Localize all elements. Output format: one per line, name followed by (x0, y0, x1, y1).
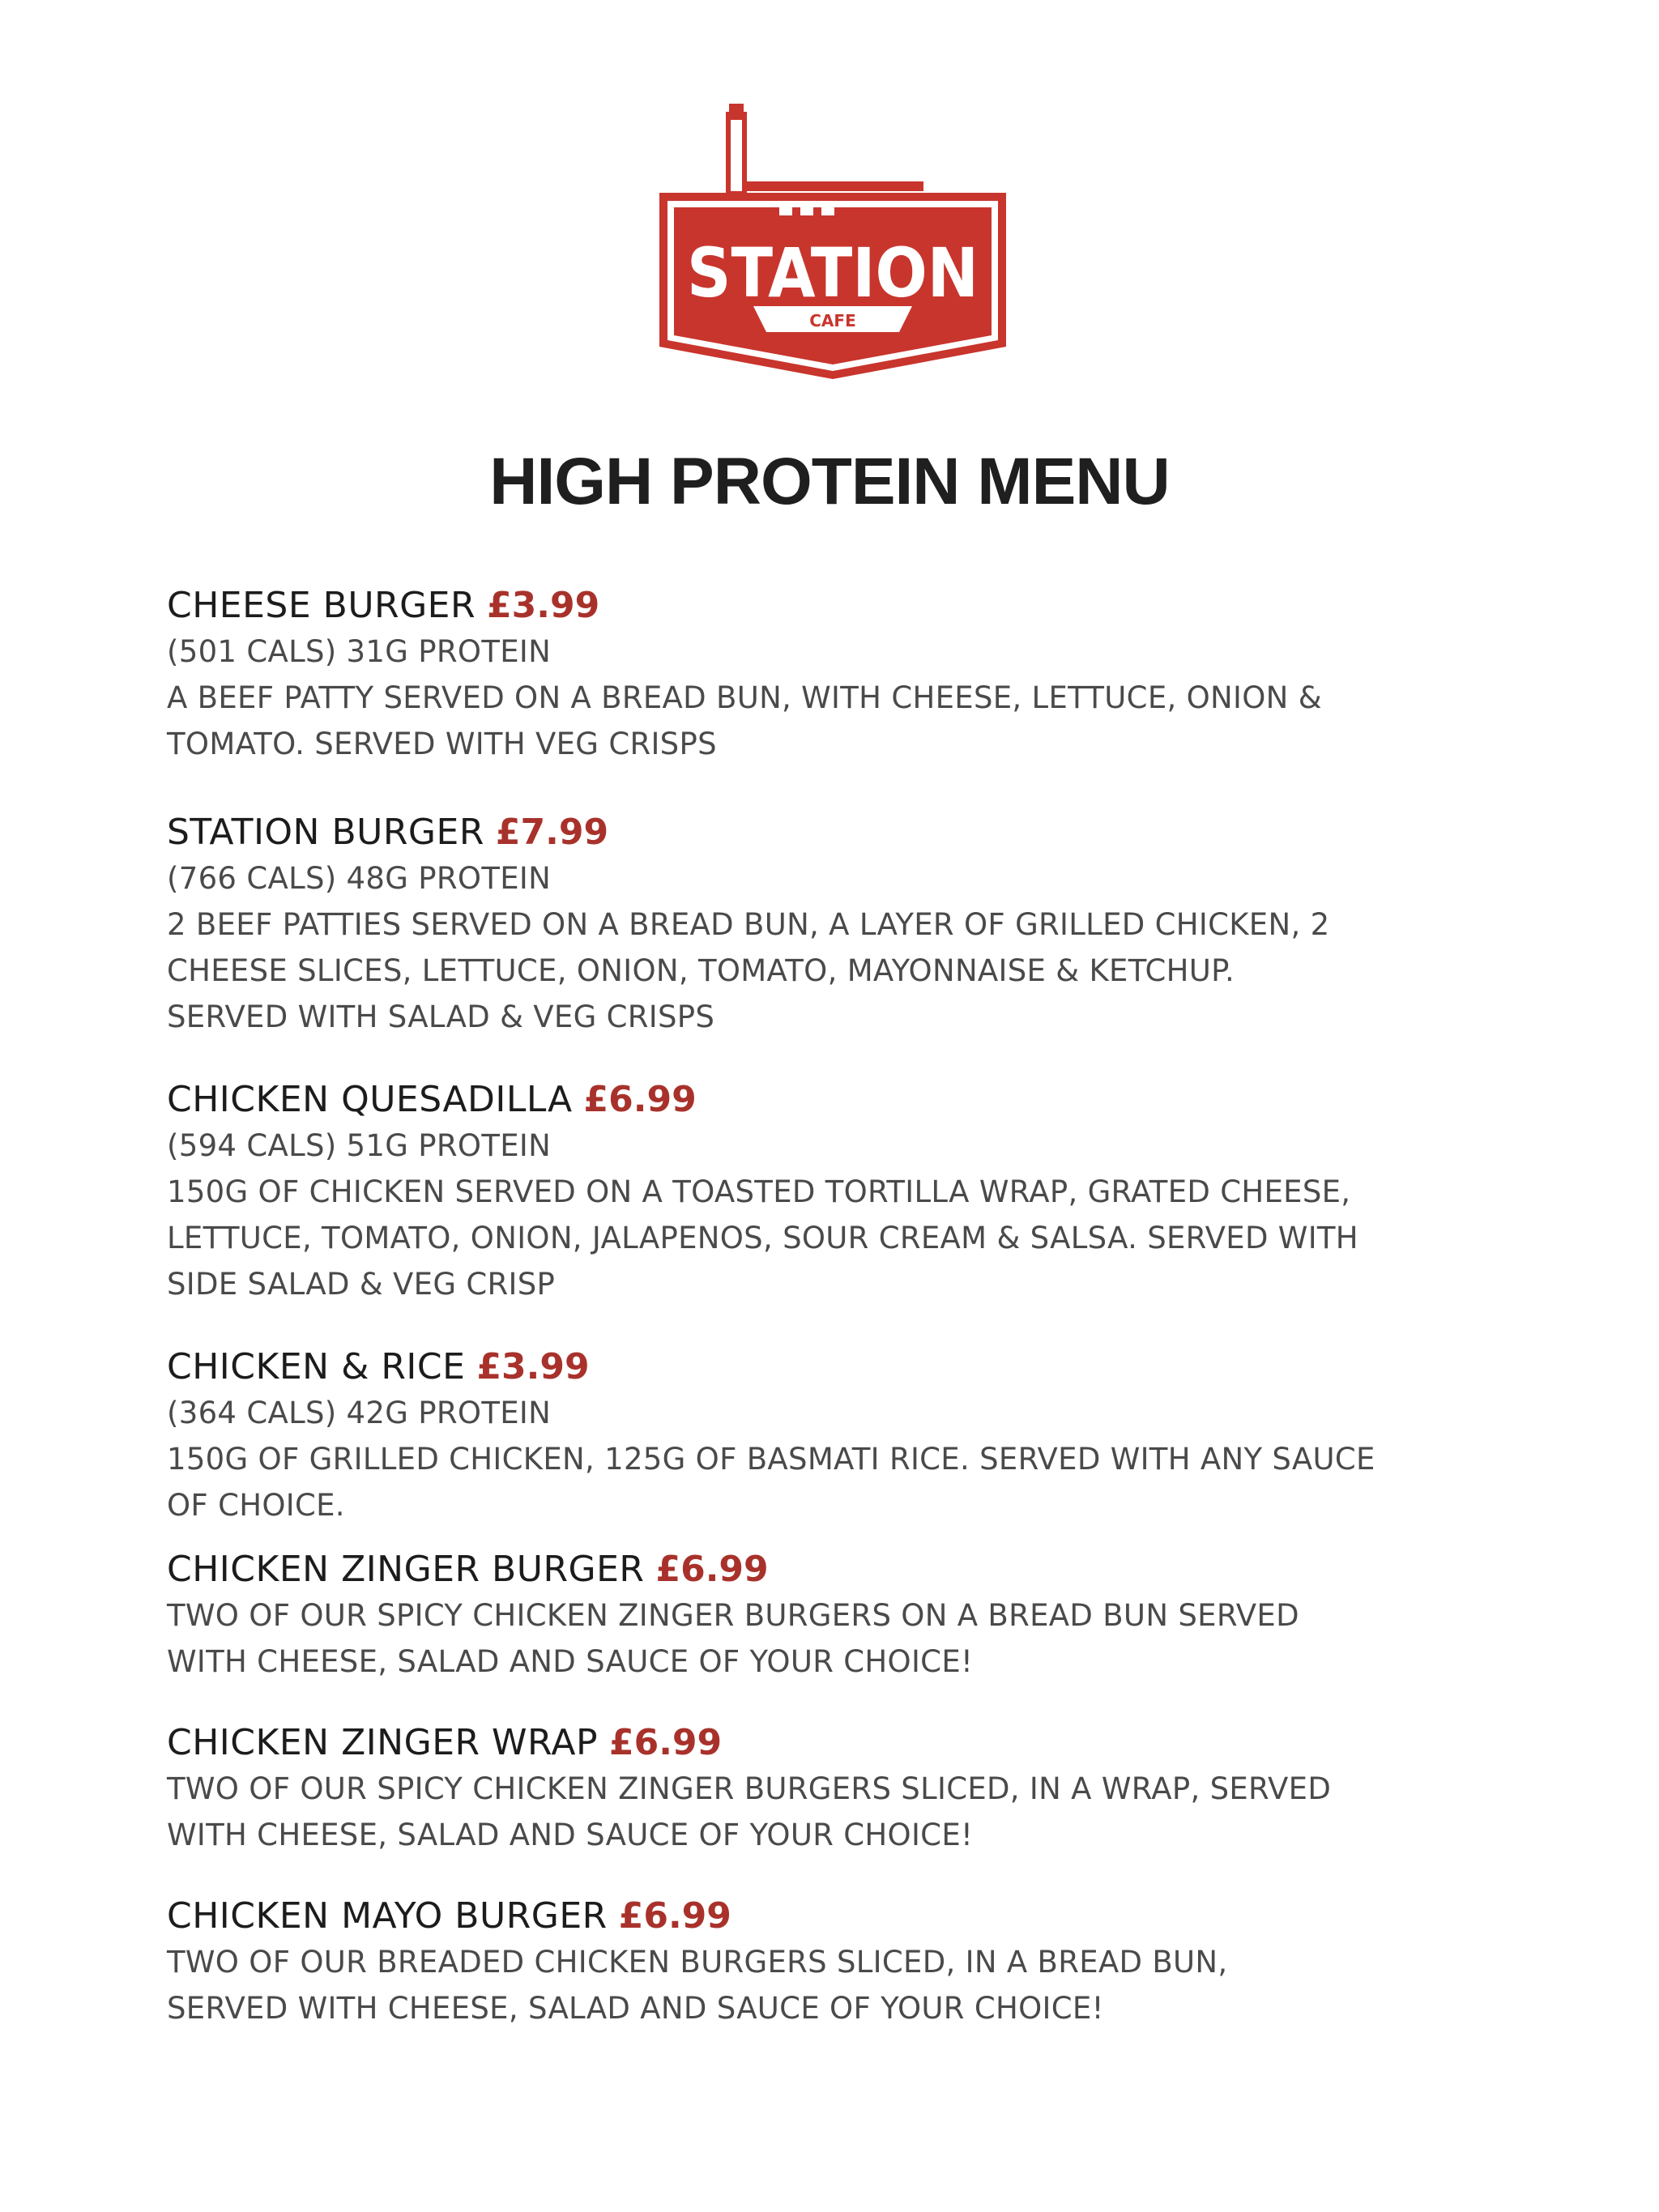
item-description-line: TWO OF OUR SPICY CHICKEN ZINGER BURGERS SLICED, IN A WRAP, SERVED (167, 1771, 1332, 1806)
item-price: £6.99 (655, 1549, 769, 1590)
item-price: £6.99 (608, 1722, 723, 1763)
item-description-line: A BEEF PATTY SERVED ON A BREAD BUN, WITH CHEESE, LETTUCE, ONION & (167, 680, 1322, 715)
menu-item (167, 1547, 1528, 1685)
page-title: HIGH PROTEIN MENU (489, 445, 1170, 518)
item-name: CHICKEN & RICE (167, 1346, 466, 1387)
logo-subtext: CAFE (809, 311, 856, 330)
menu-item (167, 1345, 1528, 1528)
item-description-line: LETTUCE, TOMATO, ONION, JALAPENOS, SOUR CREAM & SALSA. SERVED WITH (167, 1221, 1358, 1255)
menu-item (167, 1894, 1528, 2031)
item-price: £6.99 (618, 1895, 731, 1937)
logo-wordmark: STATION (687, 233, 979, 313)
item-name: CHEESE BURGER (167, 585, 476, 626)
item-name: CHICKEN ZINGER WRAP (167, 1722, 598, 1763)
item-description-line: 150G OF GRILLED CHICKEN, 125G OF BASMATI RICE. SERVED WITH ANY SAUCE (167, 1442, 1375, 1477)
menu-item (167, 1077, 1528, 1307)
item-name: CHICKEN MAYO BURGER (167, 1895, 608, 1937)
item-nutrition: (766 CALS) 48G PROTEIN (167, 861, 552, 896)
item-price: £3.99 (487, 585, 600, 626)
item-description-line: WITH CHEESE, SALAD AND SAUCE OF YOUR CHOICE! (167, 1818, 974, 1852)
item-description-line: TWO OF OUR SPICY CHICKEN ZINGER BURGERS ON A BREAD BUN SERVED (167, 1598, 1299, 1633)
menu-item (167, 810, 1528, 1040)
item-description-line: SIDE SALAD & VEG CRISP (167, 1267, 556, 1302)
menu-item (167, 583, 1528, 767)
item-description-line: SERVED WITH SALAD & VEG CRISPS (167, 999, 715, 1034)
item-description-line: 2 BEEF PATTIES SERVED ON A BREAD BUN, A LAYER OF GRILLED CHICKEN, 2 (167, 907, 1330, 942)
item-name: CHICKEN QUESADILLA (167, 1079, 573, 1120)
item-description-line: WITH CHEESE, SALAD AND SAUCE OF YOUR CHOICE! (167, 1644, 974, 1679)
item-price: £3.99 (476, 1346, 590, 1387)
item-price: £6.99 (583, 1079, 697, 1120)
item-nutrition: (501 CALS) 31G PROTEIN (167, 634, 552, 669)
item-description-line: TWO OF OUR BREADED CHICKEN BURGERS SLICED, IN A BREAD BUN, (167, 1945, 1228, 1980)
item-nutrition: (594 CALS) 51G PROTEIN (167, 1128, 552, 1163)
item-description-line: TOMATO. SERVED WITH VEG CRISPS (167, 727, 717, 761)
item-description-line: 150G OF CHICKEN SERVED ON A TOASTED TORTILLA WRAP, GRATED CHEESE, (167, 1174, 1351, 1209)
item-description-line: CHEESE SLICES, LETTUCE, ONION, TOMATO, MAYONNAISE & KETCHUP. (167, 953, 1235, 988)
item-nutrition: (364 CALS) 42G PROTEIN (167, 1396, 552, 1430)
item-description-line: OF CHOICE. (167, 1488, 345, 1523)
menu-item (167, 1720, 1528, 1858)
item-description-line: SERVED WITH CHEESE, SALAD AND SAUCE OF YOUR CHOICE! (167, 1991, 1104, 2026)
item-name: STATION BURGER (167, 812, 484, 853)
item-name: CHICKEN ZINGER BURGER (167, 1549, 645, 1590)
station-cafe-logo (656, 104, 1009, 379)
item-price: £7.99 (495, 812, 609, 853)
